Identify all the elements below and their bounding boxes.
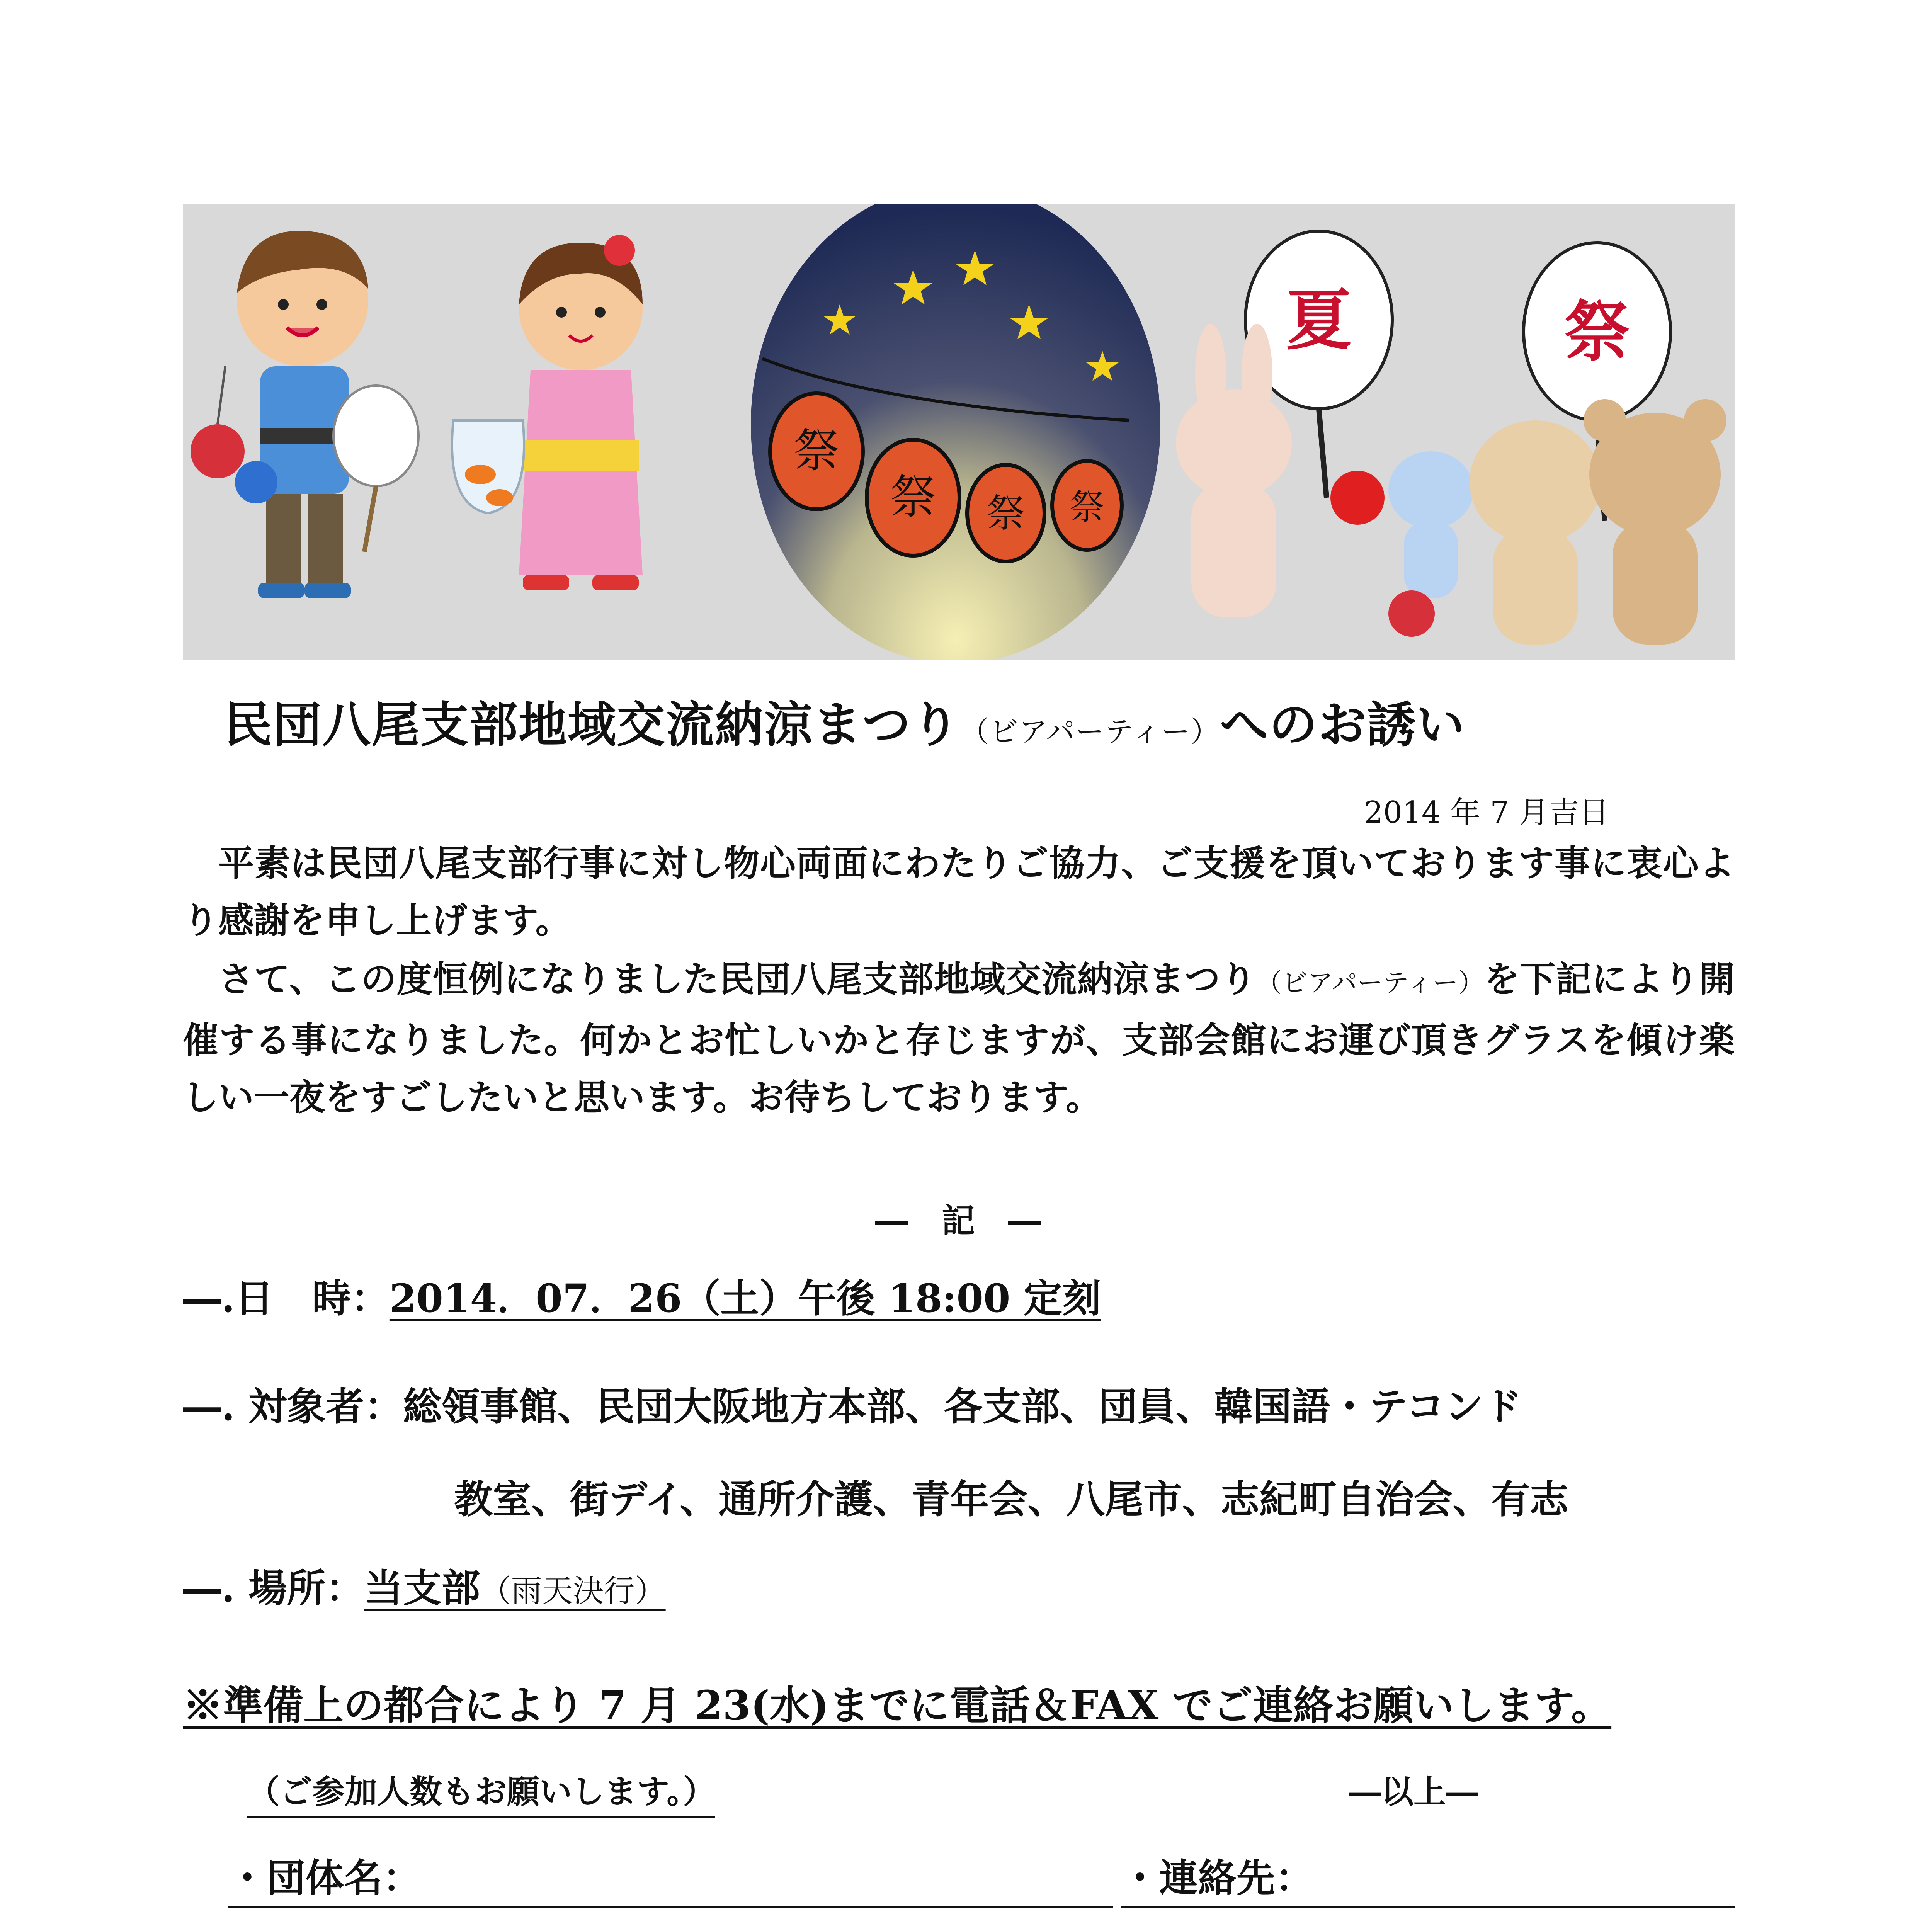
ki-heading: ― 記 ― <box>875 1201 1041 1240</box>
banner-illustration <box>183 204 1735 660</box>
contact-field[interactable] <box>1121 1847 1735 1908</box>
place-name: 当支部 <box>364 1565 480 1611</box>
title-sub: （ビアパーティー） <box>960 715 1220 748</box>
page-title <box>224 686 1712 755</box>
title-tail: へのお誘い <box>1220 697 1466 753</box>
lantern-kanji-1: 祭 <box>793 424 840 478</box>
fan-kanji-natsu: 夏 <box>1286 282 1352 359</box>
place-value <box>364 1565 666 1611</box>
target-line2: 教室、街デイ、通所介護、青年会、八尾市、志紀町自治会、有志 <box>454 1476 1568 1522</box>
title-main: 民団八尾支部地域交流納涼まつり <box>224 697 960 753</box>
boy-figure <box>191 231 418 598</box>
datetime-row <box>183 1267 1101 1323</box>
paragraph-announcement-a: さて、この度恒例になりました民団八尾支部地域交流納涼まつり <box>218 958 1257 1000</box>
issue-date: 2014 年 7 月吉日 <box>1364 795 1609 830</box>
lantern-kanji-3: 祭 <box>987 491 1025 536</box>
girl-figure <box>452 235 643 590</box>
notice: ※準備上の都合により 7 月 23(水)までに電話＆FAX でご連絡お願いします。 <box>183 1682 1612 1729</box>
paragraph-announcement-sub: （ビアパーティー） <box>1256 968 1484 998</box>
datetime-label: ―.日 時： <box>183 1276 390 1321</box>
datetime-value: 2014．07．26（土）午後 18:00 定刻 <box>389 1276 1101 1321</box>
notice-sub: （ご参加人数もお願いします。） <box>247 1766 715 1818</box>
paragraph-greeting: 平素は民団八尾支部行事に対し物心両面にわたりご協力、ご支援を頂いております事に衷心より感謝を申し上げます。 <box>183 842 1735 941</box>
group-name-field[interactable] <box>228 1847 1113 1908</box>
lantern-kanji-4: 祭 <box>1070 487 1104 527</box>
night-sky-circle <box>751 204 1160 660</box>
place-row <box>183 1557 666 1613</box>
target-line1: 総領事館、民団大阪地方本部、各支部、団員、韓国語・テコンド <box>403 1384 1522 1429</box>
place-note: （雨天決行） <box>480 1573 666 1609</box>
paragraph-announcement <box>183 951 1735 1126</box>
fan-kanji-matsuri: 祭 <box>1564 294 1630 371</box>
paragraph-announcement-b: を下記により開催する事になりました。何かとお忙しいかと存じますが、支部会館にお運び頂きグラスを傾け楽しい一夜をすごしたいと思います。お待ちしております。 <box>183 958 1735 1118</box>
place-label: ―. 場所： <box>183 1565 364 1611</box>
group-name-label: ・団体名： <box>228 1855 421 1901</box>
ijo-marker: ―以上― <box>1349 1772 1479 1811</box>
contact-label: ・連絡先： <box>1121 1855 1314 1901</box>
target-row <box>183 1376 1522 1431</box>
lantern-kanji-2: 祭 <box>890 471 936 524</box>
target-label: ―. 対象者： <box>183 1384 403 1429</box>
